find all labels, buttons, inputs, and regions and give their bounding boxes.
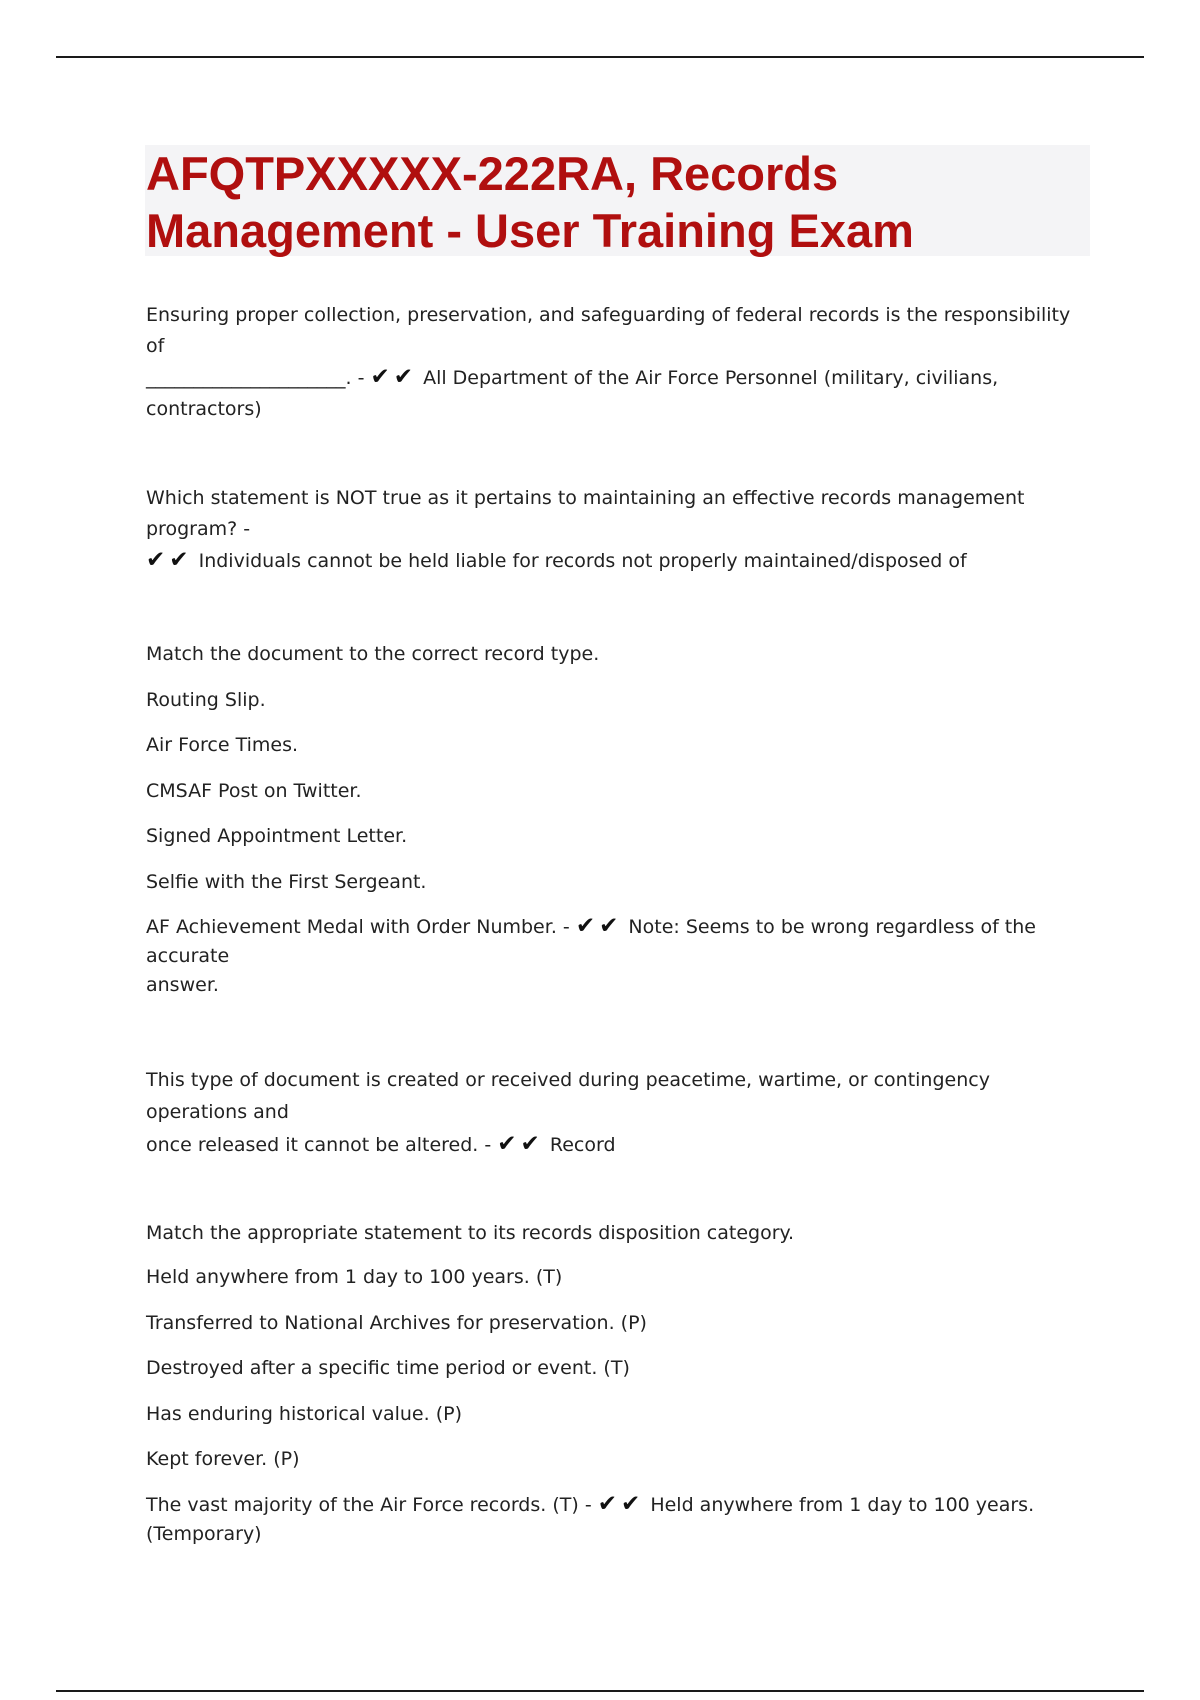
question-3 (146, 640, 1091, 1000)
question-1-prompt: Ensuring proper collection, preservation, and safeguarding of federal records is the responsibility of (146, 304, 1071, 357)
check-mark-icon: ✔✔ (497, 1131, 544, 1157)
list-item: Kept forever. (P) (146, 1448, 300, 1470)
list-item: Air Force Times. (146, 734, 299, 756)
check-mark-icon: ✔✔ (597, 1491, 645, 1517)
question-4-answer: Record (549, 1134, 616, 1156)
question-1-blank: _____________________. - (146, 367, 365, 389)
header-rule (56, 56, 1144, 58)
question-5-prompt: Match the appropriate statement to its records disposition category. (146, 1222, 795, 1244)
check-mark-icon: ✔✔ (575, 913, 623, 939)
question-2-answer: Individuals cannot be held liable for records not properly maintained/disposed of (198, 550, 967, 572)
list-item: Destroyed after a specific time period or event. (T) (146, 1357, 630, 1379)
check-mark-icon: ✔✔ (146, 547, 193, 573)
question-5 (146, 1219, 1091, 1549)
question-5-answer: Held anywhere from 1 day to 100 years. (650, 1494, 1035, 1516)
document-title (146, 145, 1091, 259)
question-5-last-item (146, 1490, 1091, 1549)
list-item: CMSAF Post on Twitter. (146, 780, 362, 802)
footer-rule (56, 1690, 1144, 1692)
list-item: Transferred to National Archives for preservation. (P) (146, 1312, 647, 1334)
question-3-prompt: Match the document to the correct record type. (146, 643, 600, 665)
question-2 (146, 483, 1091, 577)
title-line-2: Management - User Training Exam (146, 204, 914, 257)
check-mark-icon: ✔✔ (370, 364, 418, 390)
question-4-prompt-line-1: This type of document is created or received during peacetime, wartime, or contingency operations and (146, 1069, 990, 1123)
question-5-last-item-text: The vast majority of the Air Force records. (T) - (146, 1494, 592, 1516)
question-5-answer-cont: (Temporary) (146, 1523, 262, 1545)
question-3-last-item (146, 912, 1091, 1000)
question-1-answer-cont: contractors) (146, 398, 262, 420)
list-item: Signed Appointment Letter. (146, 825, 408, 847)
list-item: Held anywhere from 1 day to 100 years. (T) (146, 1266, 563, 1288)
question-3-last-item-text: AF Achievement Medal with Order Number. - (146, 916, 570, 938)
question-1 (146, 300, 1091, 425)
question-4 (146, 1064, 1091, 1161)
document-body (146, 300, 1091, 1549)
question-1-text (146, 300, 1091, 425)
question-3-answer: Note: Seems to be wrong regardless of the accurate (146, 916, 1036, 967)
question-3-answer-cont: answer. (146, 974, 219, 996)
list-item: Has enduring historical value. (P) (146, 1403, 462, 1425)
list-item: Routing Slip. (146, 689, 266, 711)
question-2-text (146, 483, 1091, 577)
question-4-text (146, 1064, 1091, 1161)
list-item: Selfie with the First Sergeant. (146, 871, 427, 893)
title-line-1: AFQTPXXXXX-222RA, Records (146, 147, 839, 200)
question-2-prompt: Which statement is NOT true as it pertains to maintaining an effective records management program? - (146, 487, 1025, 540)
question-1-answer: All Department of the Air Force Personnel (military, civilians, (423, 367, 999, 389)
question-4-prompt-line-2: once released it cannot be altered. - (146, 1134, 492, 1156)
